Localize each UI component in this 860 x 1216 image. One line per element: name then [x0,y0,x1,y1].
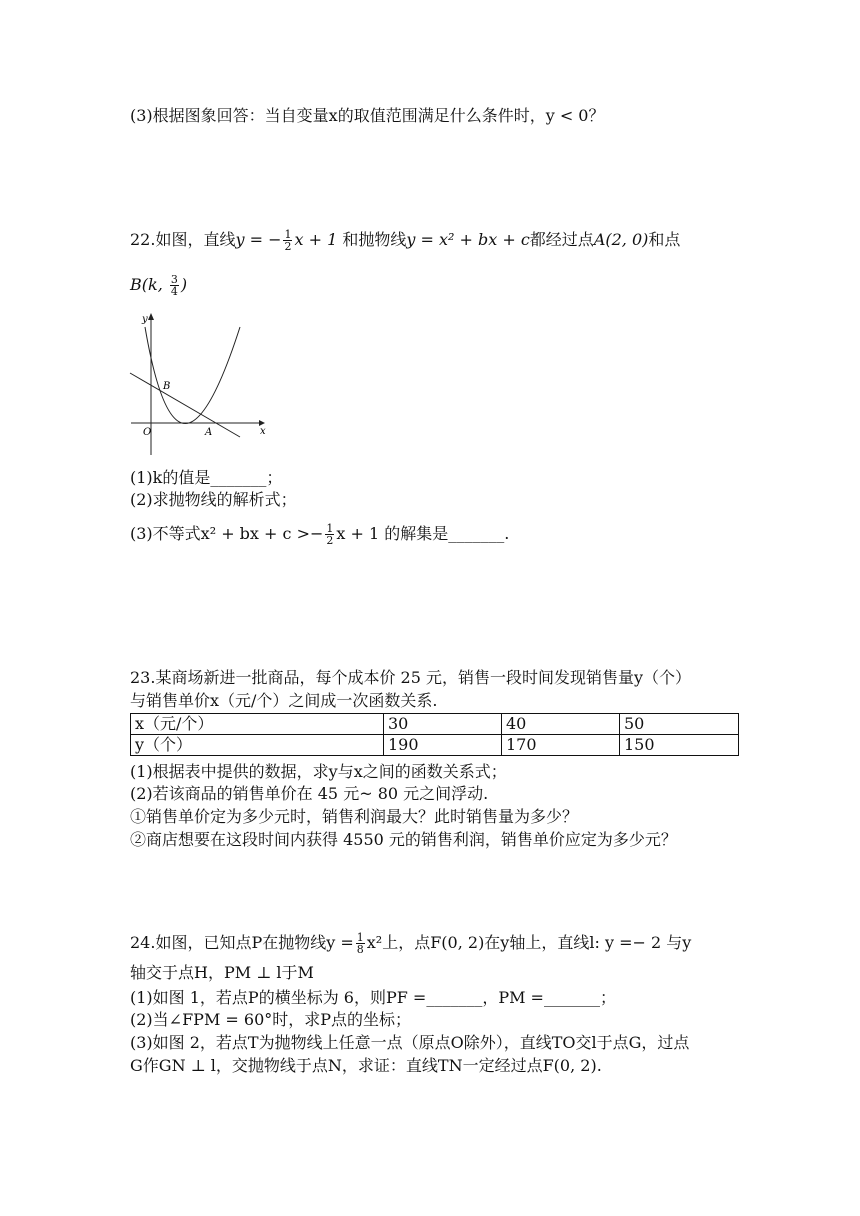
q23-part2-i: ①销售单价定为多少元时，销售利润最大？此时销售量为多少？ [130,807,579,826]
q21-part3: (3)根据图象回答：当自变量x的取值范围满足什么条件时，y < 0？ [130,106,605,125]
table-cell: 170 [502,735,620,756]
q22-part3: (3)不等式x² + bx + c >− $\frac{1}{2}$ x + 1 的解集是_______. [130,522,510,547]
q22-stem-d: 和点 [648,230,681,249]
q24-part3-1: (3)如图 2，若点T为抛物线上任意一点（原点O除外），直线TO交l于点G，过点 [130,1033,690,1052]
table-cell: 150 [620,735,739,756]
q23-table [130,713,739,756]
q22-line-eq: y = − [235,230,282,249]
q24-part3-2: G作GN ⊥ l，交抛物线于点N，求证：直线TN一定经过点F(0, 2). [130,1056,602,1075]
q23-stem-1: 23.某商场新进一批商品，每个成本价 25 元，销售一段时间发现销售量y（个） [130,668,692,687]
point-a-label: A [205,427,213,438]
q22-parabola-eq: y = x² + bx + c [406,230,530,249]
q22-point-b-fraction: $\frac{3}{4}$ [170,273,178,298]
table-cell: y（个） [131,735,384,756]
q23-stem-2: 与销售单价x（元/个）之间成一次函数关系. [130,691,438,710]
table-cell: 30 [384,714,502,735]
q22-line-fraction: $\frac{1}{2}$ [284,228,292,253]
q22-part2: (2)求抛物线的解析式； [130,490,297,509]
q22-stem [130,229,680,252]
q22-stem-c: 都经过点 [529,230,594,249]
table-cell: 40 [502,714,620,735]
q22-point-b: B(k, $\frac{3}{4}$ ) [130,273,188,298]
table-cell: x（元/个） [131,714,384,735]
table-row [131,735,739,756]
q24-part1: (1)如图 1，若点P的横坐标为 6，则PF =_______，PM =_______； [130,988,616,1007]
q22-stem-a: 22.如图，直线 [130,230,236,249]
q24-part2: (2)当∠FPM = 60°时，求P点的坐标； [130,1010,412,1029]
table-row [131,714,739,735]
axis-y-label: y [142,314,148,325]
table-cell: 190 [384,735,502,756]
q22-point-a: A(2, 0) [593,230,649,249]
q24-stem-2: 轴交于点H，PM ⊥ l于M [130,963,314,982]
q23-part2: (2)若该商品的销售单价在 45 元~ 80 元之间浮动. [130,784,489,803]
q24-fraction: $\frac{1}{8}$ [356,931,364,956]
q23-part2-ii: ②商店想要在这段时间内获得 4550 元的销售利润，销售单价应定为多少元？ [130,830,677,849]
origin-label: O [143,427,152,438]
q22-stem-b: 和抛物线 [337,230,407,249]
point-b-label: B [163,381,171,392]
q23-part1: (1)根据表中提供的数据，求y与x之间的函数关系式； [130,762,507,781]
q22-line-rest: x + 1 [294,230,338,249]
q24-stem-1: 24.如图，已知点P在抛物线y = $\frac{1}{8}$ x²上，点F(0, 2)在y轴上，直线l: y =− 2 与y [130,931,692,956]
q22-figure [128,310,273,460]
y-axis-arrow [148,313,154,320]
axis-x-label: x [260,426,266,437]
q22-part3-fraction: $\frac{1}{2}$ [326,522,334,547]
q22-part1: (1)k的值是_______； [130,468,283,487]
table-cell: 50 [620,714,739,735]
